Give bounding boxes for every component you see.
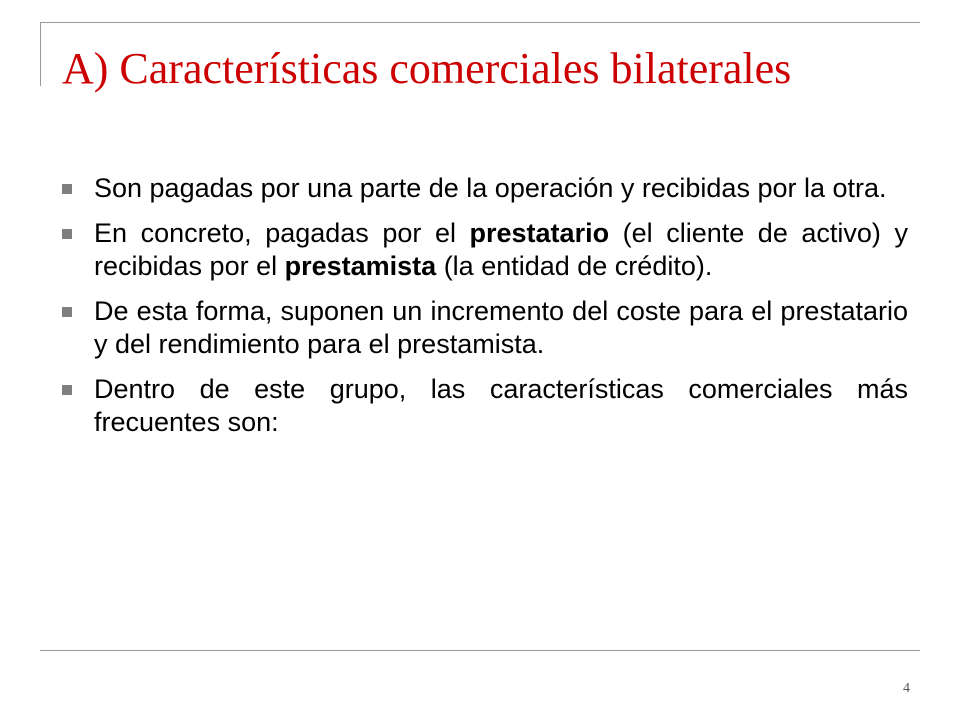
bullet-text bbox=[94, 374, 908, 437]
bullet-item bbox=[62, 172, 908, 205]
term-prestatario: prestatario bbox=[469, 218, 610, 248]
square-bullet-icon bbox=[62, 184, 72, 194]
slide-title: A) Características comerciales bilaterales bbox=[62, 44, 792, 93]
bullet-item bbox=[62, 295, 908, 361]
bullet-list bbox=[62, 172, 908, 451]
bullet-text-segment: (la entidad de crédito). bbox=[436, 251, 713, 281]
bullet-text-segment: De esta forma, suponen un incremento del coste para el prestatario y del rendimiento para el prestamista. bbox=[94, 296, 908, 359]
bullet-text-segment: (el cliente de activo) y recibidas por el bbox=[94, 218, 908, 281]
bullet-text-segment: Son pagadas por una parte de la operación y recibidas por la otra. bbox=[94, 173, 887, 203]
bullet-text-segment: Dentro de este grupo, las características comerciales más frecuentes son: bbox=[94, 374, 908, 437]
bullet-text-segment: En concreto, pagadas por el bbox=[94, 218, 470, 248]
bullet-text bbox=[94, 218, 908, 281]
slide-number: 4 bbox=[903, 681, 910, 696]
bullet-item bbox=[62, 373, 908, 439]
square-bullet-icon bbox=[62, 229, 72, 239]
bullet-item bbox=[62, 217, 908, 283]
bullet-text bbox=[94, 296, 908, 359]
term-prestamista: prestamista bbox=[284, 251, 437, 281]
frame-top-rule bbox=[40, 22, 920, 23]
square-bullet-icon bbox=[62, 385, 72, 395]
square-bullet-icon bbox=[62, 307, 72, 317]
frame-left-rule bbox=[40, 22, 41, 86]
bullet-text bbox=[94, 173, 887, 203]
frame-bottom-rule bbox=[40, 650, 920, 651]
